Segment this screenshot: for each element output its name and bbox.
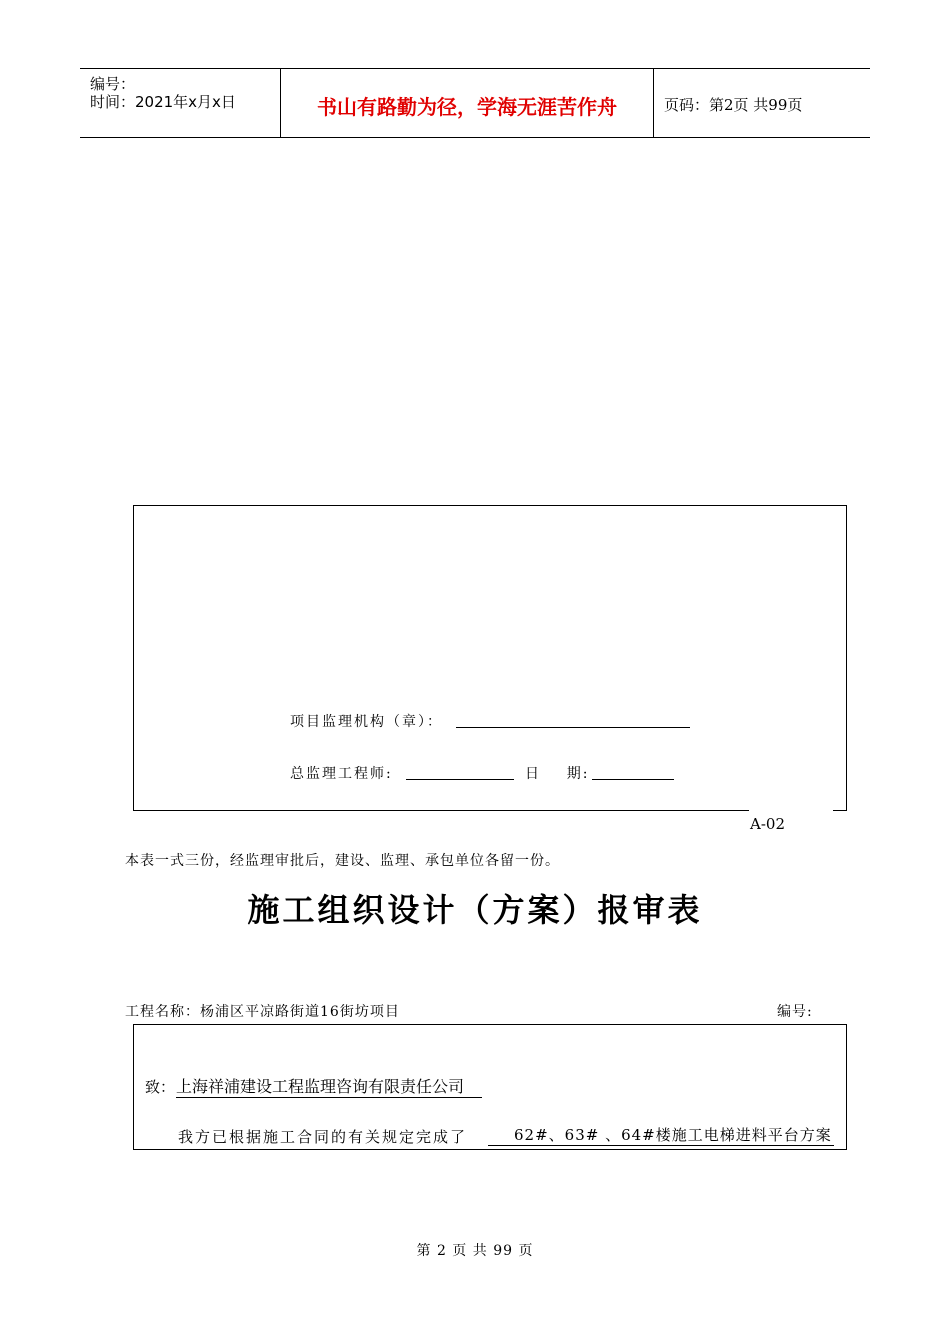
header-meta-cell <box>80 69 281 137</box>
date-label: 日 期: <box>525 766 590 782</box>
submission-text: 我方已根据施工合同的有关规定完成了 <box>178 1128 468 1146</box>
org-seal-line <box>456 727 690 728</box>
date-line <box>592 779 674 780</box>
header-page-info: 页码：第2页 共99页 <box>664 96 803 114</box>
chief-engineer-line <box>406 779 514 780</box>
addressee-name: 上海祥浦建设工程监理咨询有限责任公司 <box>176 1074 482 1098</box>
header-serial-label: 编号： <box>90 75 136 93</box>
submission-scheme: 62#、63# 、64#楼施工电梯进料平台方案 <box>488 1124 834 1146</box>
page-header <box>80 68 870 138</box>
addressee-label: 致： <box>145 1078 176 1096</box>
document-title: 施工组织设计（方案）报审表 <box>247 891 703 929</box>
copies-note: 本表一式三份，经监理审批后，建设、监理、承包单位各留一份。 <box>125 853 560 869</box>
approval-box <box>133 505 847 811</box>
org-seal-label: 项目监理机构（章）： <box>290 714 443 730</box>
serial-number-label: 编号: <box>777 1004 813 1020</box>
header-motto-cell <box>281 69 654 137</box>
page-footer: 第 2 页 共 99 页 <box>416 1243 534 1259</box>
header-time: 时间：2021年x月x日 <box>90 93 236 111</box>
project-name: 工程名称：杨浦区平凉路街道16街坊项目 <box>125 1004 400 1020</box>
chief-engineer-label: 总监理工程师: <box>290 766 393 782</box>
approval-box-corner-border <box>833 810 846 811</box>
form-code: A-02 <box>750 815 785 833</box>
header-page-cell <box>654 69 870 137</box>
approval-box-bottom-border <box>133 810 749 811</box>
header-motto: 书山有路勤为径，学海无涯苦作舟 <box>317 95 617 119</box>
